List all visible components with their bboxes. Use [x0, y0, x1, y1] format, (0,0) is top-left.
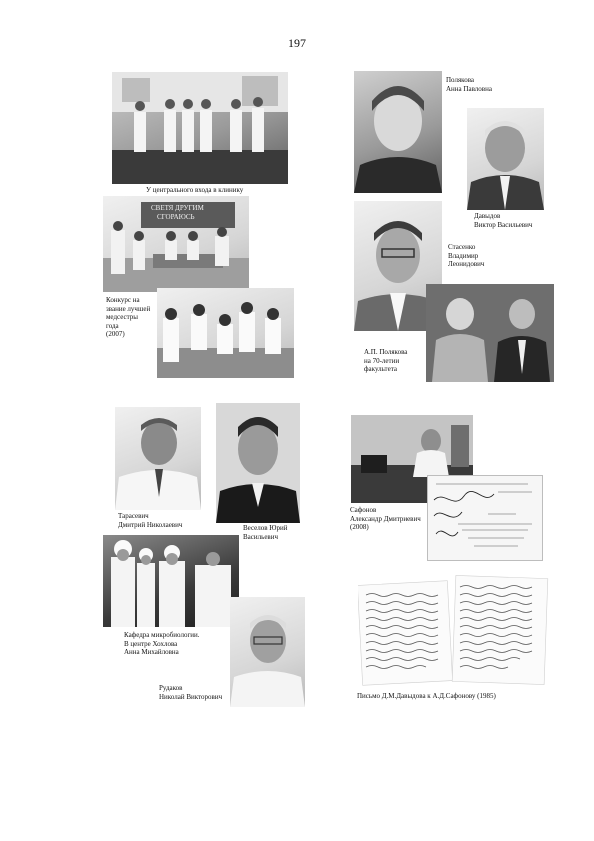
caption-stasenko: Стасенко Владимир Леонидович	[448, 243, 485, 268]
tarasevich-portrait	[115, 407, 201, 510]
handwritten-letter	[358, 575, 550, 687]
caption-davydov: Давыдов Виктор Васильевич	[474, 212, 533, 229]
caption-tarasevich: Тарасевич Дмитрий Николаевич	[118, 512, 183, 529]
inscribed-document	[427, 475, 543, 561]
veselov-portrait	[216, 403, 300, 523]
microbiology-department-photo	[103, 535, 239, 627]
caption-safonov: Сафонов Александр Дмитриевич (2008)	[350, 506, 421, 531]
caption-veselov: Веселов Юрий Васильевич	[243, 524, 288, 541]
anniversary-photo	[426, 284, 554, 382]
contest-banner-photo	[103, 196, 249, 292]
caption-department: Кафедра микробиологии. В центре Хохлова Анна Михайловна	[124, 631, 200, 656]
davydov-portrait	[467, 108, 544, 210]
caption-contest: Конкурс на звание лучшей медсестры года (2007)	[106, 296, 151, 338]
rudakov-portrait	[230, 597, 305, 707]
caption-letter: Письмо Д.М.Давыдова к А.Д.Сафонову (1985)	[357, 692, 496, 700]
caption-rudakov: Рудаков Николай Викторович	[159, 684, 223, 701]
caption-polyakova: Полякова Анна Павловна	[446, 76, 492, 93]
nurses-contest-photo	[157, 288, 294, 378]
caption-anniversary: А.П. Полякова на 70-летии факультета	[364, 348, 408, 373]
clinic-entrance-photo	[112, 72, 288, 184]
banner-line-2: СГОРАЮСЬ	[157, 213, 195, 221]
polyakova-portrait	[354, 71, 442, 193]
banner-line-1: СВЕТЯ ДРУГИМ	[151, 204, 204, 212]
page-number: 197	[288, 36, 306, 50]
caption-entrance: У центрального входа в клинику	[146, 186, 244, 194]
